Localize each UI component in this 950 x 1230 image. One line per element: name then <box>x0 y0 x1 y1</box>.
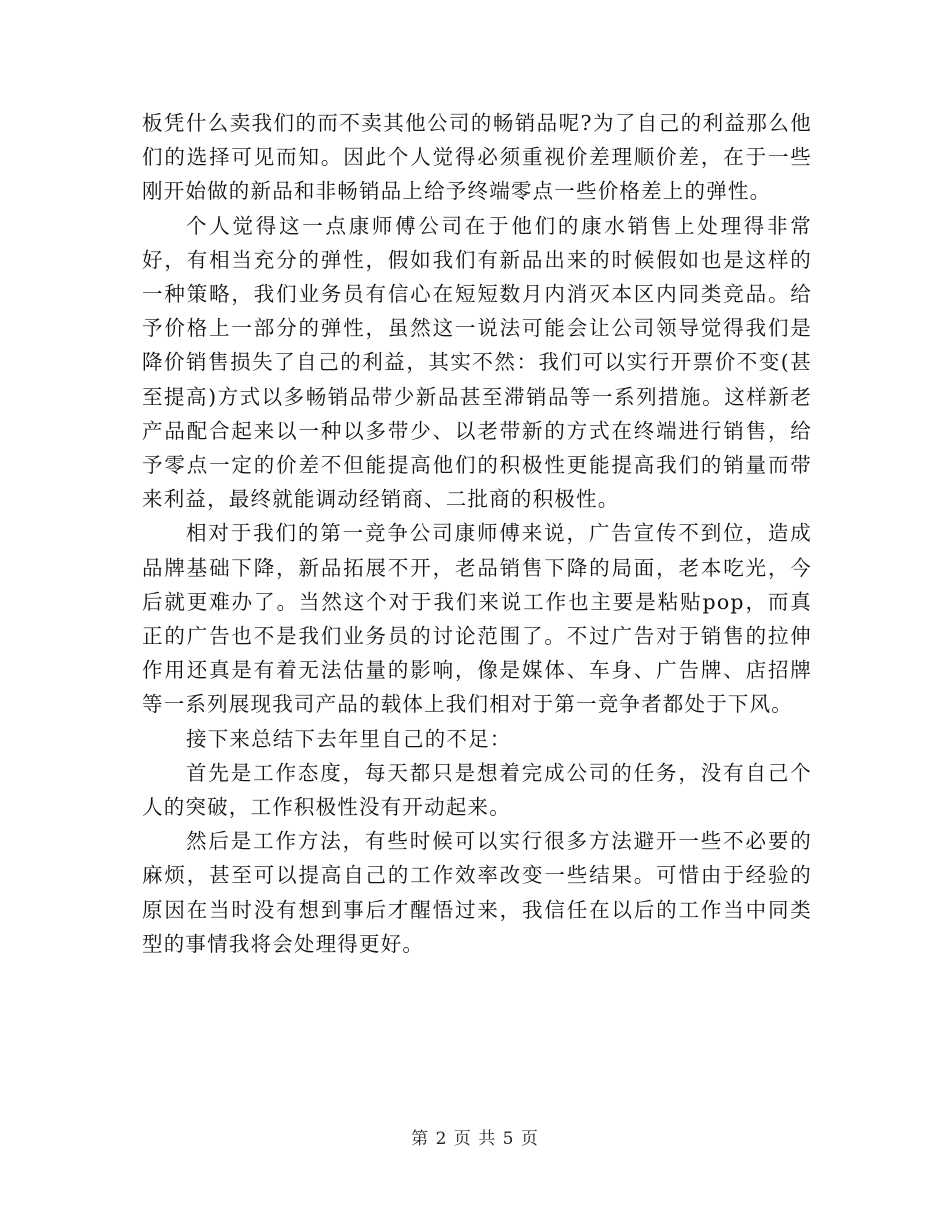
paragraph-pricing-strategy: 个人觉得这一点康师傅公司在于他们的康水销售上处理得非常好，有相当充分的弹性，假如我们有新品出来的时候假如也是这样的一种策略，我们业务员有信心在短短数月内消灭本区内同类竞品。给予价格上一部分的弹性，虽然这一说法可能会让公司领导觉得我们是降价销售损失了自己的利益，其实不然：我们可以实行开票价不变(甚至提高)方式以多畅销品带少新品甚至滞销品等一系列措施。这样新老产品配合起来以一种以多带少、以老带新的方式在终端进行销售，给予零点一定的价差不但能提高他们的积极性更能提高我们的销量而带来利益，最终就能调动经销商、二批商的积极性。 <box>142 213 812 512</box>
paragraph-continued: 板凭什么卖我们的而不卖其他公司的畅销品呢?为了自己的利益那么他们的选择可见而知。因此个人觉得必须重视价差理顺价差，在于一些刚开始做的新品和非畅销品上给予终端零点一些价格差上的弹性。 <box>142 111 812 204</box>
paragraph-work-attitude: 首先是工作态度，每天都只是想着完成公司的任务，没有自己个人的突破，工作积极性没有开动起来。 <box>142 760 812 820</box>
paragraph-advertising: 相对于我们的第一竞争公司康师傅来说，广告宣传不到位，造成品牌基础下降，新品拓展不开，老品销售下降的局面，老本吃光，今后就更难办了。当然这个对于我们来说工作也主要是粘贴pop，而真正的广告也不是我们业务员的讨论范围了。不过广告对于销售的拉伸作用还真是有着无法估量的影响，像是媒体、车身、广告牌、店招牌等一系列展现我司产品的载体上我们相对于第一竞争者都处于下风。 <box>142 521 812 717</box>
page-number-footer: 第 2 页 共 5 页 <box>411 1129 539 1149</box>
paragraph-shortcomings-intro: 接下来总结下去年里自己的不足： <box>186 726 512 751</box>
paragraph-work-method: 然后是工作方法，有些时候可以实行很多方法避开一些不必要的麻烦，甚至可以提高自己的工作效率改变一些结果。可惜由于经验的原因在当时没有想到事后才醒悟过来，我信任在以后的工作当中同类型的事情我将会处理得更好。 <box>142 829 812 956</box>
document-body <box>142 106 812 961</box>
